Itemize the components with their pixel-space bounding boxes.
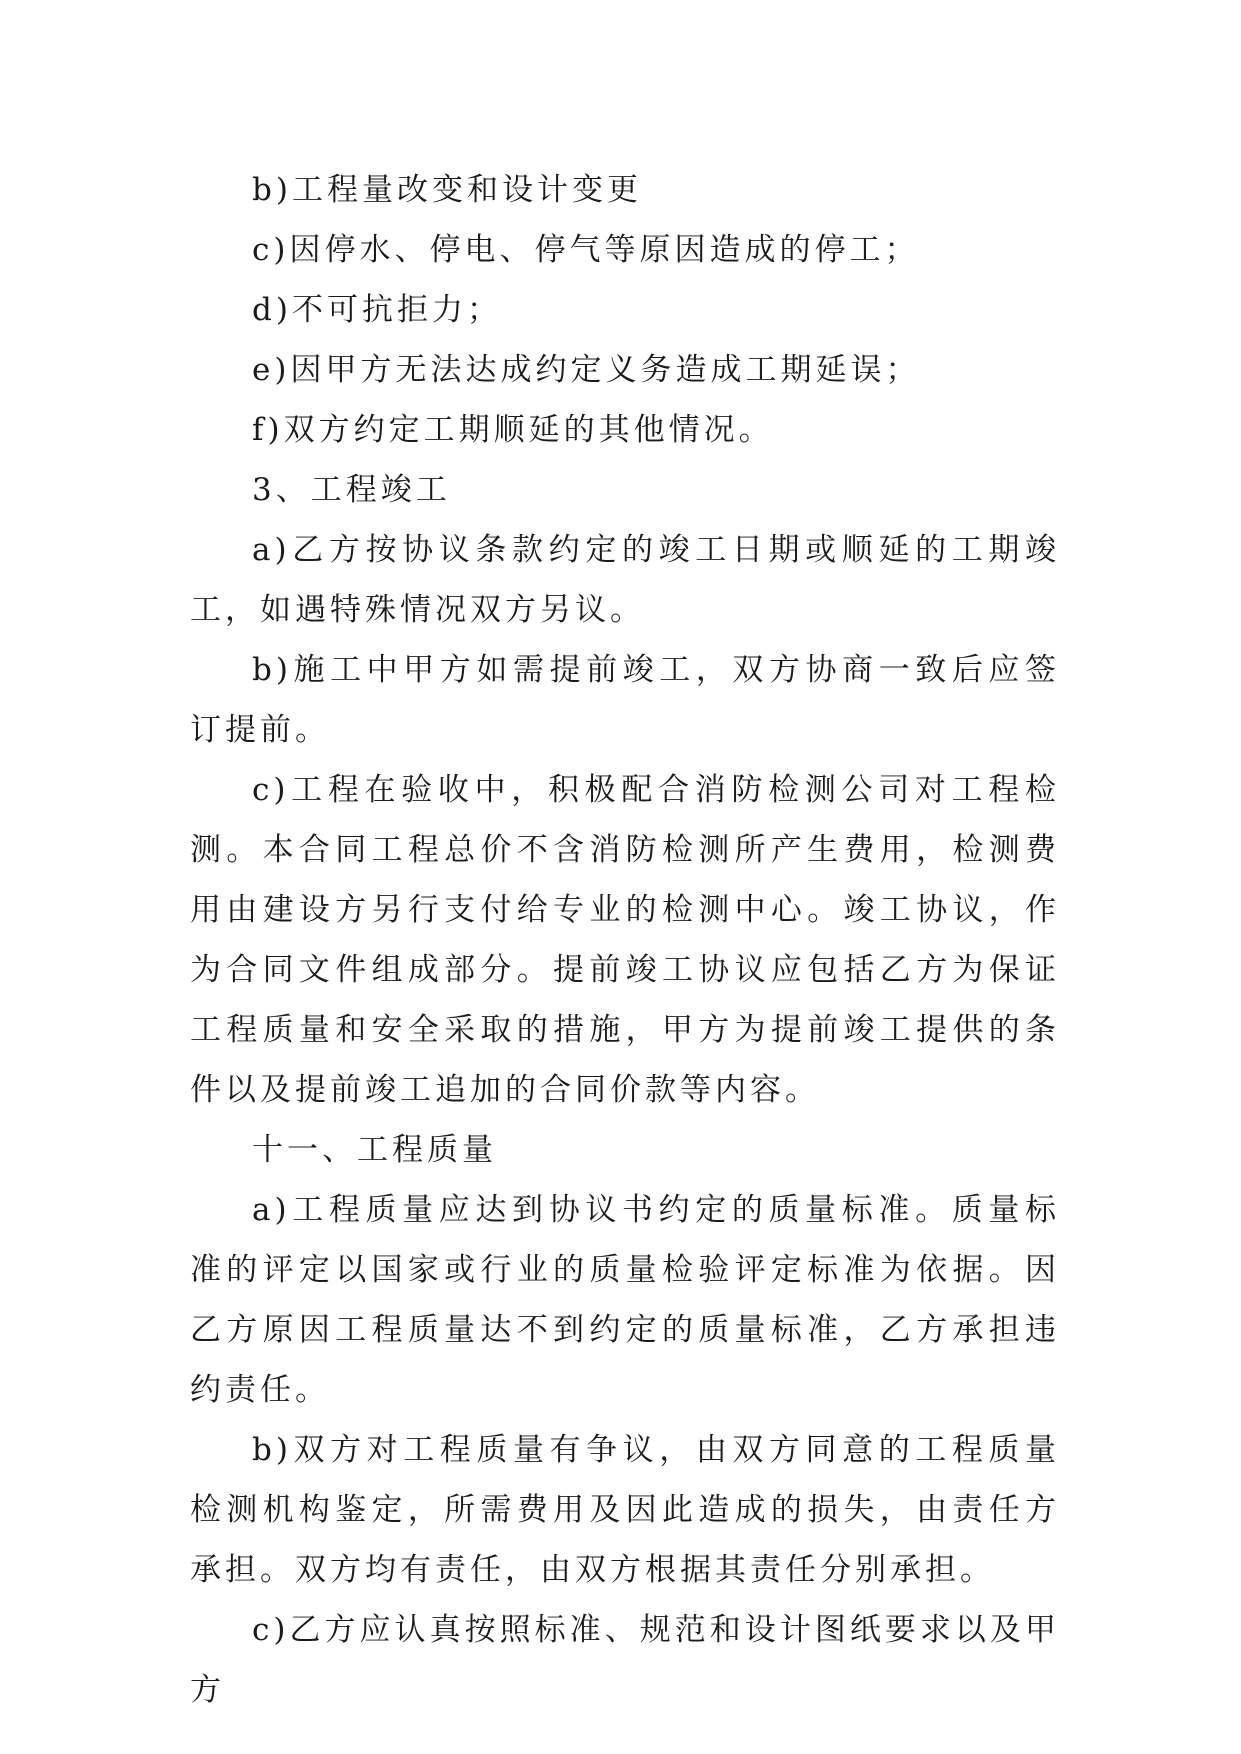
paragraph-c-contractor-obligation: c)乙方应认真按照标准、规范和设计图纸要求以及甲方 bbox=[190, 1612, 1060, 1708]
paragraph-d-force-majeure: d)不可抗拒力； bbox=[252, 292, 502, 328]
paragraph-b-quality-dispute: b)双方对工程质量有争议，由双方同意的工程质量检测机构鉴定，所需费用及因此造成的损失，由责任方承担。双方均有责任，由双方根据其责任分别承担。 bbox=[190, 1432, 1060, 1588]
paragraph-e-party-a-delay: e)因甲方无法达成约定义务造成工期延误； bbox=[252, 352, 921, 388]
section-heading-completion: 3、工程竣工 bbox=[252, 472, 451, 508]
paragraph-b-early-completion: b)施工中甲方如需提前竣工，双方协商一致后应签订提前。 bbox=[190, 652, 1060, 748]
document-body bbox=[190, 160, 1060, 1720]
paragraph-c-acceptance-inspection: c)工程在验收中，积极配合消防检测公司对工程检测。本合同工程总价不含消防检测所产生费用，检测费用由建设方另行支付给专业的检测中心。竣工协议，作为合同文件组成部分。提前竣工协议应包括乙方为保证工程质量和安全采取的措施，甲方为提前竣工提供的条件以及提前竣工追加的合同价款等内容。 bbox=[190, 772, 1060, 1108]
paragraph-a-completion-date: a)乙方按协议条款约定的竣工日期或顺延的工期竣工，如遇特殊情况双方另议。 bbox=[190, 532, 1060, 628]
section-heading-quality: 十一、工程质量 bbox=[252, 1132, 497, 1168]
paragraph-f-other-extension: f)双方约定工期顺延的其他情况。 bbox=[252, 412, 774, 448]
paragraph-a-quality-standard: a)工程质量应达到协议书约定的质量标准。质量标准的评定以国家或行业的质量检验评定标准为依据。因乙方原因工程质量达不到约定的质量标准，乙方承担违约责任。 bbox=[190, 1192, 1060, 1408]
paragraph-b-quantity-change: b)工程量改变和设计变更 bbox=[252, 172, 642, 208]
paragraph-c-outage: c)因停水、停电、停气等原因造成的停工； bbox=[252, 232, 920, 268]
